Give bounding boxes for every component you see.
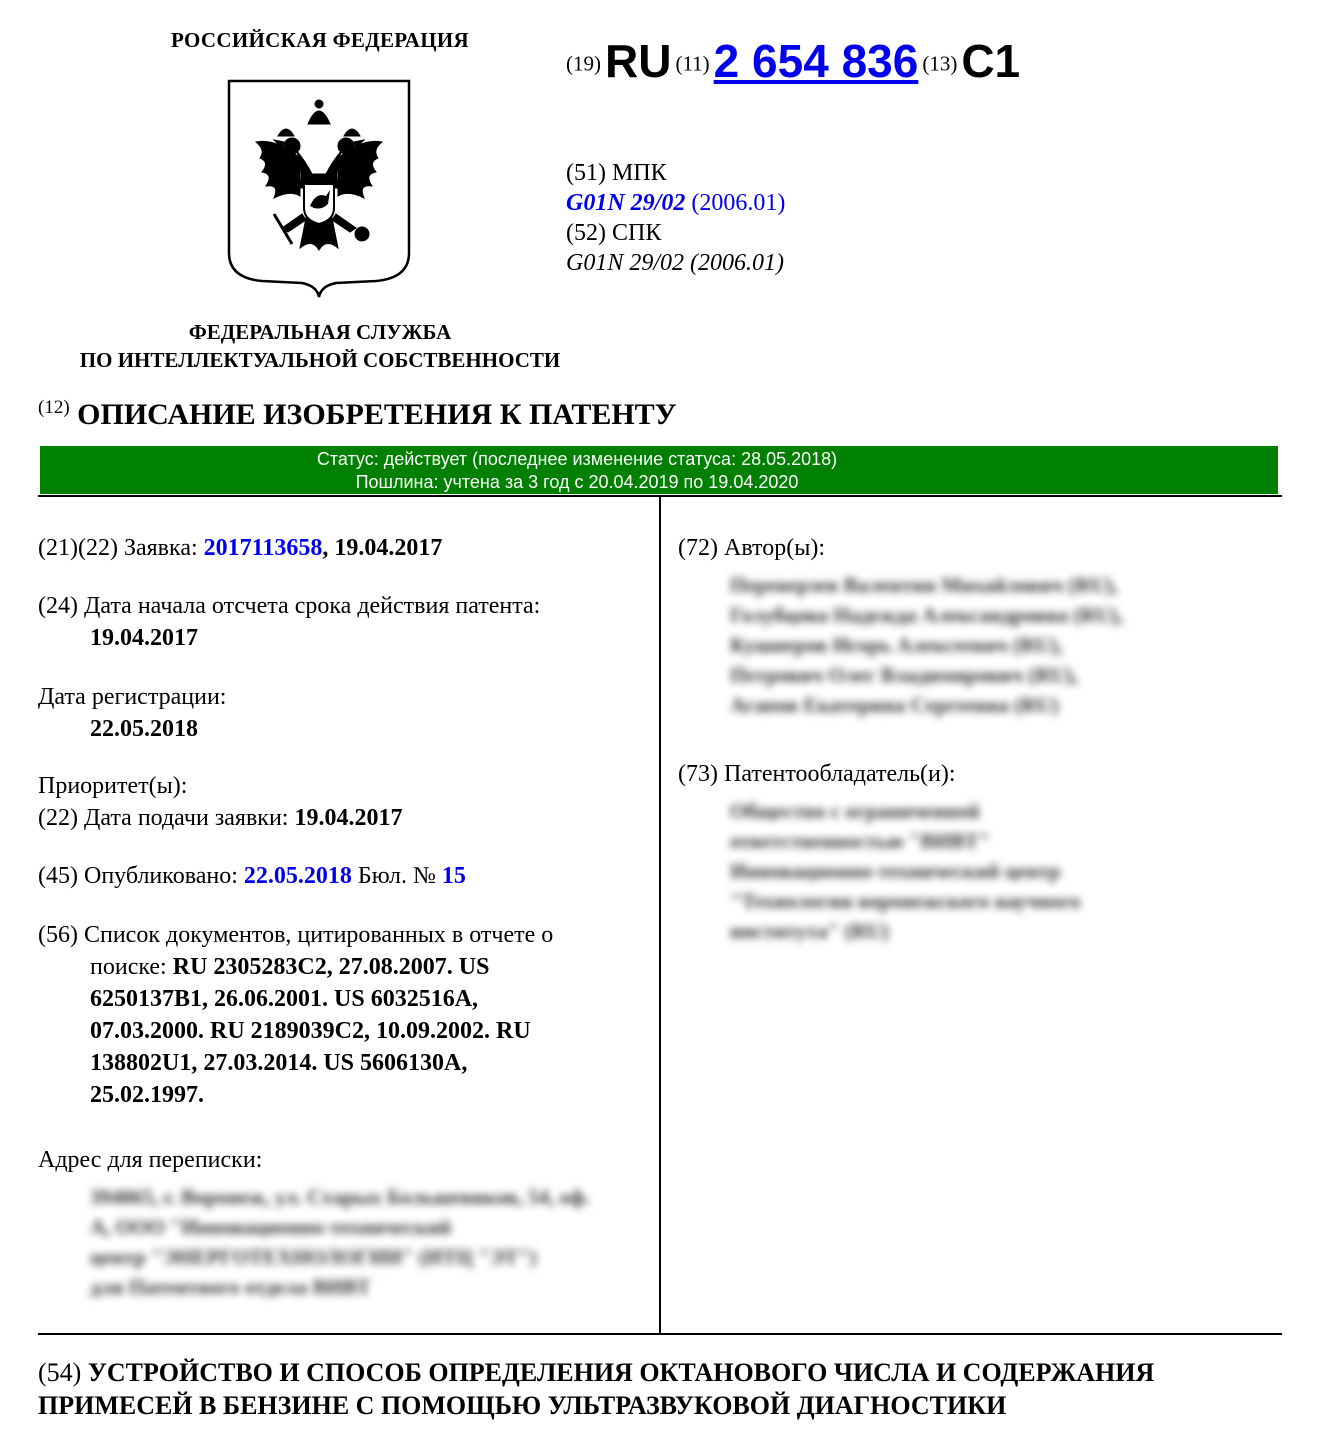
registration-date: 22.05.2018 [90,716,198,742]
address-line: для Патентного отдела ВИВТ [90,1275,371,1299]
title-code: (12) [38,397,70,418]
agency-line-2: ПО ИНТЕЛЛЕКТУАЛЬНОЙ СОБСТВЕННОСТИ [79,348,561,372]
author-line: Переверзев Валентин Михайлович (RU), [730,573,1118,597]
country-code: RU [605,35,672,87]
mpk-version-link[interactable]: (2006.01) [691,190,786,216]
agency-line-1: ФЕДЕРАЛЬНАЯ СЛУЖБА [188,320,452,344]
country-name: РОССИЙСКАЯ ФЕДЕРАЦИЯ [171,28,469,52]
cited-line-5: 25.02.1997. [90,1082,204,1108]
spk-label: (52) СПК [566,220,662,246]
filing-label: (22) Дата подачи заявки: [38,805,289,831]
mpk-label: (51) МПК [566,160,667,186]
invention-title [38,1356,1278,1422]
document-title [38,398,677,432]
code-13: (13) [922,51,958,76]
cited-line-4: 138802U1, 27.03.2014. US 5606130A, [90,1050,468,1076]
address-line: центр "ЭНЕРГОТЕХНОЛОГИИ" (ИТЦ "ЭТ") [90,1245,537,1269]
cited-text: RU 2305283C2, 27.08.2007. US [172,954,490,980]
coat-of-arms-icon [226,78,412,300]
author-line: Кушнеров Игорь Алексеевич (RU), [730,633,1063,657]
bulletin-label: Бюл. № [357,863,436,889]
divider-bottom [38,1333,1282,1335]
owner-line: Общество с ограниченной [730,799,980,823]
fee-line: Пошлина: учтена за 3 год с 20.04.2019 по 19.04.2020 [355,472,799,492]
mpk-class-link[interactable]: G01N 29/02 [566,190,686,216]
registration-label: Дата регистрации: [38,684,227,710]
invention-title-code: (54) [38,1358,82,1387]
status-bar [40,446,1278,494]
term-start-label: (24) Дата начала отсчета срока действия патента: [38,593,541,619]
cited-label: (56) Список документов, цитированных в отчете о [38,922,554,948]
agency-name [0,318,640,374]
published-field [38,860,648,892]
cited-line-3: 07.03.2000. RU 2189039C2, 10.09.2002. RU [90,1018,531,1044]
owners-label: (73) Патентообладатель(и): [678,761,956,787]
cited-documents-field [38,919,648,1111]
kind-code: C1 [961,35,1021,87]
authors-blurred [678,570,1278,720]
authors-field [678,532,1278,720]
published-label: (45) Опубликовано: [38,863,238,889]
address-field [38,1144,648,1302]
classification-block [566,158,785,278]
cited-prefix: поиске: [90,954,173,980]
application-field [38,532,648,564]
cited-line-2: 6250137B1, 26.06.2001. US 6032516A, [90,986,479,1012]
registration-field [38,681,648,745]
priority-field [38,770,648,834]
address-label: Адрес для переписки: [38,1147,263,1173]
patent-number-line [566,34,1020,88]
code-11: (11) [675,51,710,76]
term-start-date: 19.04.2017 [90,625,198,651]
code-19: (19) [566,51,601,76]
priority-label: Приоритет(ы): [38,773,188,799]
bulletin-number-link[interactable]: 15 [441,863,466,889]
owner-line: Инновационно-технический центр [730,859,1061,883]
spk-value: G01N 29/02 (2006.01) [566,250,784,276]
owner-line: ответственностью "ВИВТ" [730,829,991,853]
author-line: Голубцова Надежда Александровна (RU), [730,603,1123,627]
divider-column [659,497,661,1333]
status-line: Статус: действует (последнее изменение статуса: 28.05.2018) [316,449,838,469]
address-blurred [38,1182,648,1302]
owner-line: института" (RU) [730,919,889,943]
term-start-field [38,590,648,654]
cited-line-1 [38,951,648,983]
filing-date: 19.04.2017 [294,805,403,831]
application-number-link[interactable]: 2017113658 [203,535,323,561]
published-date-link[interactable]: 22.05.2018 [243,863,352,889]
title-text: ОПИСАНИЕ ИЗОБРЕТЕНИЯ К ПАТЕНТУ [77,398,677,431]
owners-blurred [678,796,1278,946]
application-label: (21)(22) Заявка: [38,535,198,561]
address-line: А, ООО "Инновационно-технический [90,1215,452,1239]
application-date: , 19.04.2017 [322,535,443,561]
authors-label: (72) Автор(ы): [678,535,825,561]
address-line: 394065, г. Воронеж, ул. Старых Большевиков, 54, оф. [90,1185,590,1209]
patent-number-link[interactable]: 2 654 836 [713,35,919,87]
invention-title-text: УСТРОЙСТВО И СПОСОБ ОПРЕДЕЛЕНИЯ ОКТАНОВОГО ЧИСЛА И СОДЕРЖАНИЯ ПРИМЕСЕЙ В БЕНЗИНЕ С ПОМОЩЬЮ УЛЬТРАЗВУКОВОЙ ДИАГНОСТИКИ [38,1358,1155,1420]
owners-field [678,758,1278,946]
author-line: Агапов Екатерина Сергеевна (RU) [730,693,1059,717]
author-line: Петрович Олег Владимирович (RU), [730,663,1078,687]
owner-line: "Технологии воронежского научного [730,889,1081,913]
